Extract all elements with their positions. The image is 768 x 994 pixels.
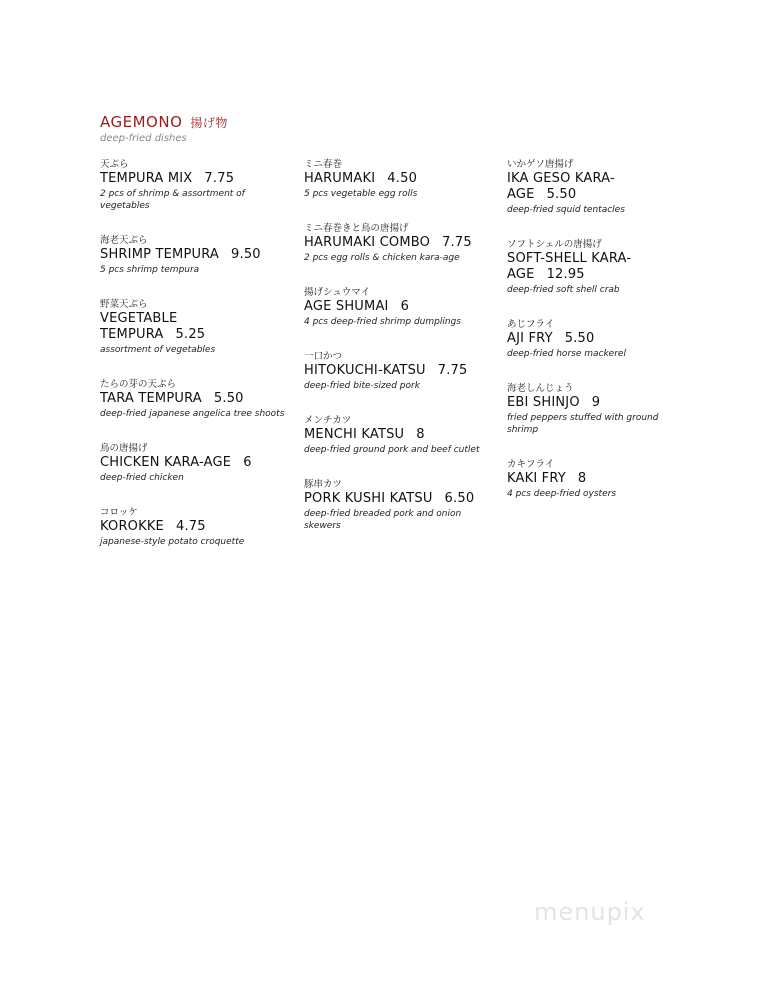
item-description: deep-fried ground pork and beef cutlet xyxy=(304,445,480,455)
section-header xyxy=(100,113,228,144)
item-price: 6 xyxy=(243,455,252,470)
menu-item xyxy=(100,440,285,484)
menu-item xyxy=(100,376,285,420)
menu-item xyxy=(507,456,692,500)
item-description: deep-fried soft shell crab xyxy=(507,285,620,295)
menu-column-2 xyxy=(304,156,489,552)
item-name: AJI FRY xyxy=(507,331,553,346)
item-price: 6 xyxy=(400,299,410,314)
item-jp-name: 海老しんじょう xyxy=(507,383,574,394)
item-jp-name: たらの芽の天ぷら xyxy=(100,379,177,390)
item-jp-name: コロッケ xyxy=(100,507,138,518)
item-price: 8 xyxy=(577,471,587,486)
item-jp-name: 一口かつ xyxy=(304,351,343,362)
item-jp-name: いかゲソ唐揚げ xyxy=(507,159,574,170)
item-name: HARUMAKI COMBO xyxy=(304,235,431,250)
item-description: assortment of vegetables xyxy=(100,345,216,355)
menu-item xyxy=(100,504,285,548)
item-price: 5.50 xyxy=(564,331,595,346)
menu-item xyxy=(100,296,285,356)
item-jp-name: あじフライ xyxy=(507,319,555,330)
item-description: 2 pcs egg rolls & chicken kara-age xyxy=(304,253,460,263)
item-price: 7.75 xyxy=(204,171,235,186)
menu-column-3 xyxy=(507,156,692,520)
item-description: 5 pcs shrimp tempura xyxy=(100,265,200,275)
item-jp-name: 天ぷら xyxy=(100,159,129,170)
section-title-jp: 揚げ物 xyxy=(190,116,228,130)
menu-column-1 xyxy=(100,156,285,568)
item-description: deep-fried chicken xyxy=(100,473,184,483)
menu-item xyxy=(304,412,489,456)
item-description: 4 pcs deep-fried oysters xyxy=(507,489,617,499)
menu-item xyxy=(304,348,489,392)
item-price: 9.50 xyxy=(231,247,261,262)
item-name: CHICKEN KARA-AGE xyxy=(100,455,232,470)
item-price: 9 xyxy=(591,395,601,410)
item-name: TEMPURA MIX xyxy=(100,171,193,186)
item-price: 5.25 xyxy=(175,327,206,342)
item-description: deep-fried japanese angelica tree shoots xyxy=(100,409,285,419)
item-description: 4 pcs deep-fried shrimp dumplings xyxy=(304,317,461,327)
item-name: IKA GESO KARA-AGE xyxy=(507,171,615,202)
item-description: fried peppers stuffed with ground shrimp xyxy=(507,413,659,435)
item-jp-name: ミニ春巻きと鳥の唐揚げ xyxy=(304,223,409,234)
item-jp-name: カキフライ xyxy=(507,459,555,470)
menu-item xyxy=(507,156,692,216)
menu-item xyxy=(100,156,285,212)
item-jp-name: メンチカツ xyxy=(304,415,352,426)
menupix-watermark: menupix xyxy=(534,898,646,926)
item-name: EBI SHINJO xyxy=(507,395,580,410)
item-name: SOFT-SHELL KARA-AGE xyxy=(507,251,632,282)
item-description: japanese-style potato croquette xyxy=(100,537,245,547)
item-name: KAKI FRY xyxy=(507,471,566,486)
menu-item xyxy=(304,476,489,532)
menu-item xyxy=(100,232,285,276)
menu-item xyxy=(507,236,692,296)
item-name: PORK KUSHI KATSU xyxy=(304,491,433,506)
item-jp-name: 海老天ぷら xyxy=(100,235,148,246)
item-name: MENCHI KATSU xyxy=(304,427,405,442)
menu-item xyxy=(507,380,692,436)
item-price: 4.75 xyxy=(175,519,206,534)
item-description: deep-fried bite-sized pork xyxy=(304,381,420,391)
item-description: 2 pcs of shrimp & assortment of vegetables xyxy=(100,189,245,211)
item-name: HITOKUCHI-KATSU xyxy=(304,363,426,378)
item-name: AGE SHUMAI xyxy=(304,299,389,314)
item-price: 7.75 xyxy=(442,235,472,250)
item-jp-name: ミニ春巻 xyxy=(304,159,343,170)
item-price: 6.50 xyxy=(444,491,475,506)
item-description: deep-fried breaded pork and onion skewers xyxy=(304,509,462,531)
menu-item xyxy=(304,156,489,200)
section-title xyxy=(100,113,228,131)
section-subtitle: deep-fried dishes xyxy=(100,133,187,144)
item-description: deep-fried squid tentacles xyxy=(507,205,625,215)
item-jp-name: 鳥の唐揚げ xyxy=(100,443,148,454)
item-price: 5.50 xyxy=(546,187,577,202)
item-description: 5 pcs vegetable egg rolls xyxy=(304,189,418,199)
item-name: KOROKKE xyxy=(100,519,164,534)
menu-item xyxy=(304,284,489,328)
item-jp-name: 揚げシュウマイ xyxy=(304,287,371,298)
item-description: deep-fried horse mackerel xyxy=(507,349,626,359)
menu-item xyxy=(507,316,692,360)
item-price: 4.50 xyxy=(387,171,418,186)
item-price: 7.75 xyxy=(437,363,468,378)
item-name: SHRIMP TEMPURA xyxy=(100,247,220,262)
item-jp-name: 豚串カツ xyxy=(304,479,343,490)
item-price: 5.50 xyxy=(213,391,244,406)
item-price: 8 xyxy=(416,427,425,442)
item-jp-name: 野菜天ぷら xyxy=(100,299,148,310)
section-title-en: AGEMONO xyxy=(100,113,183,131)
item-price: 12.95 xyxy=(546,267,585,282)
item-jp-name: ソフトシェルの唐揚げ xyxy=(507,239,602,250)
menu-item xyxy=(304,220,489,264)
item-name: TARA TEMPURA xyxy=(100,391,202,406)
item-name: HARUMAKI xyxy=(304,171,376,186)
item-name: VEGETABLE TEMPURA xyxy=(100,311,178,342)
